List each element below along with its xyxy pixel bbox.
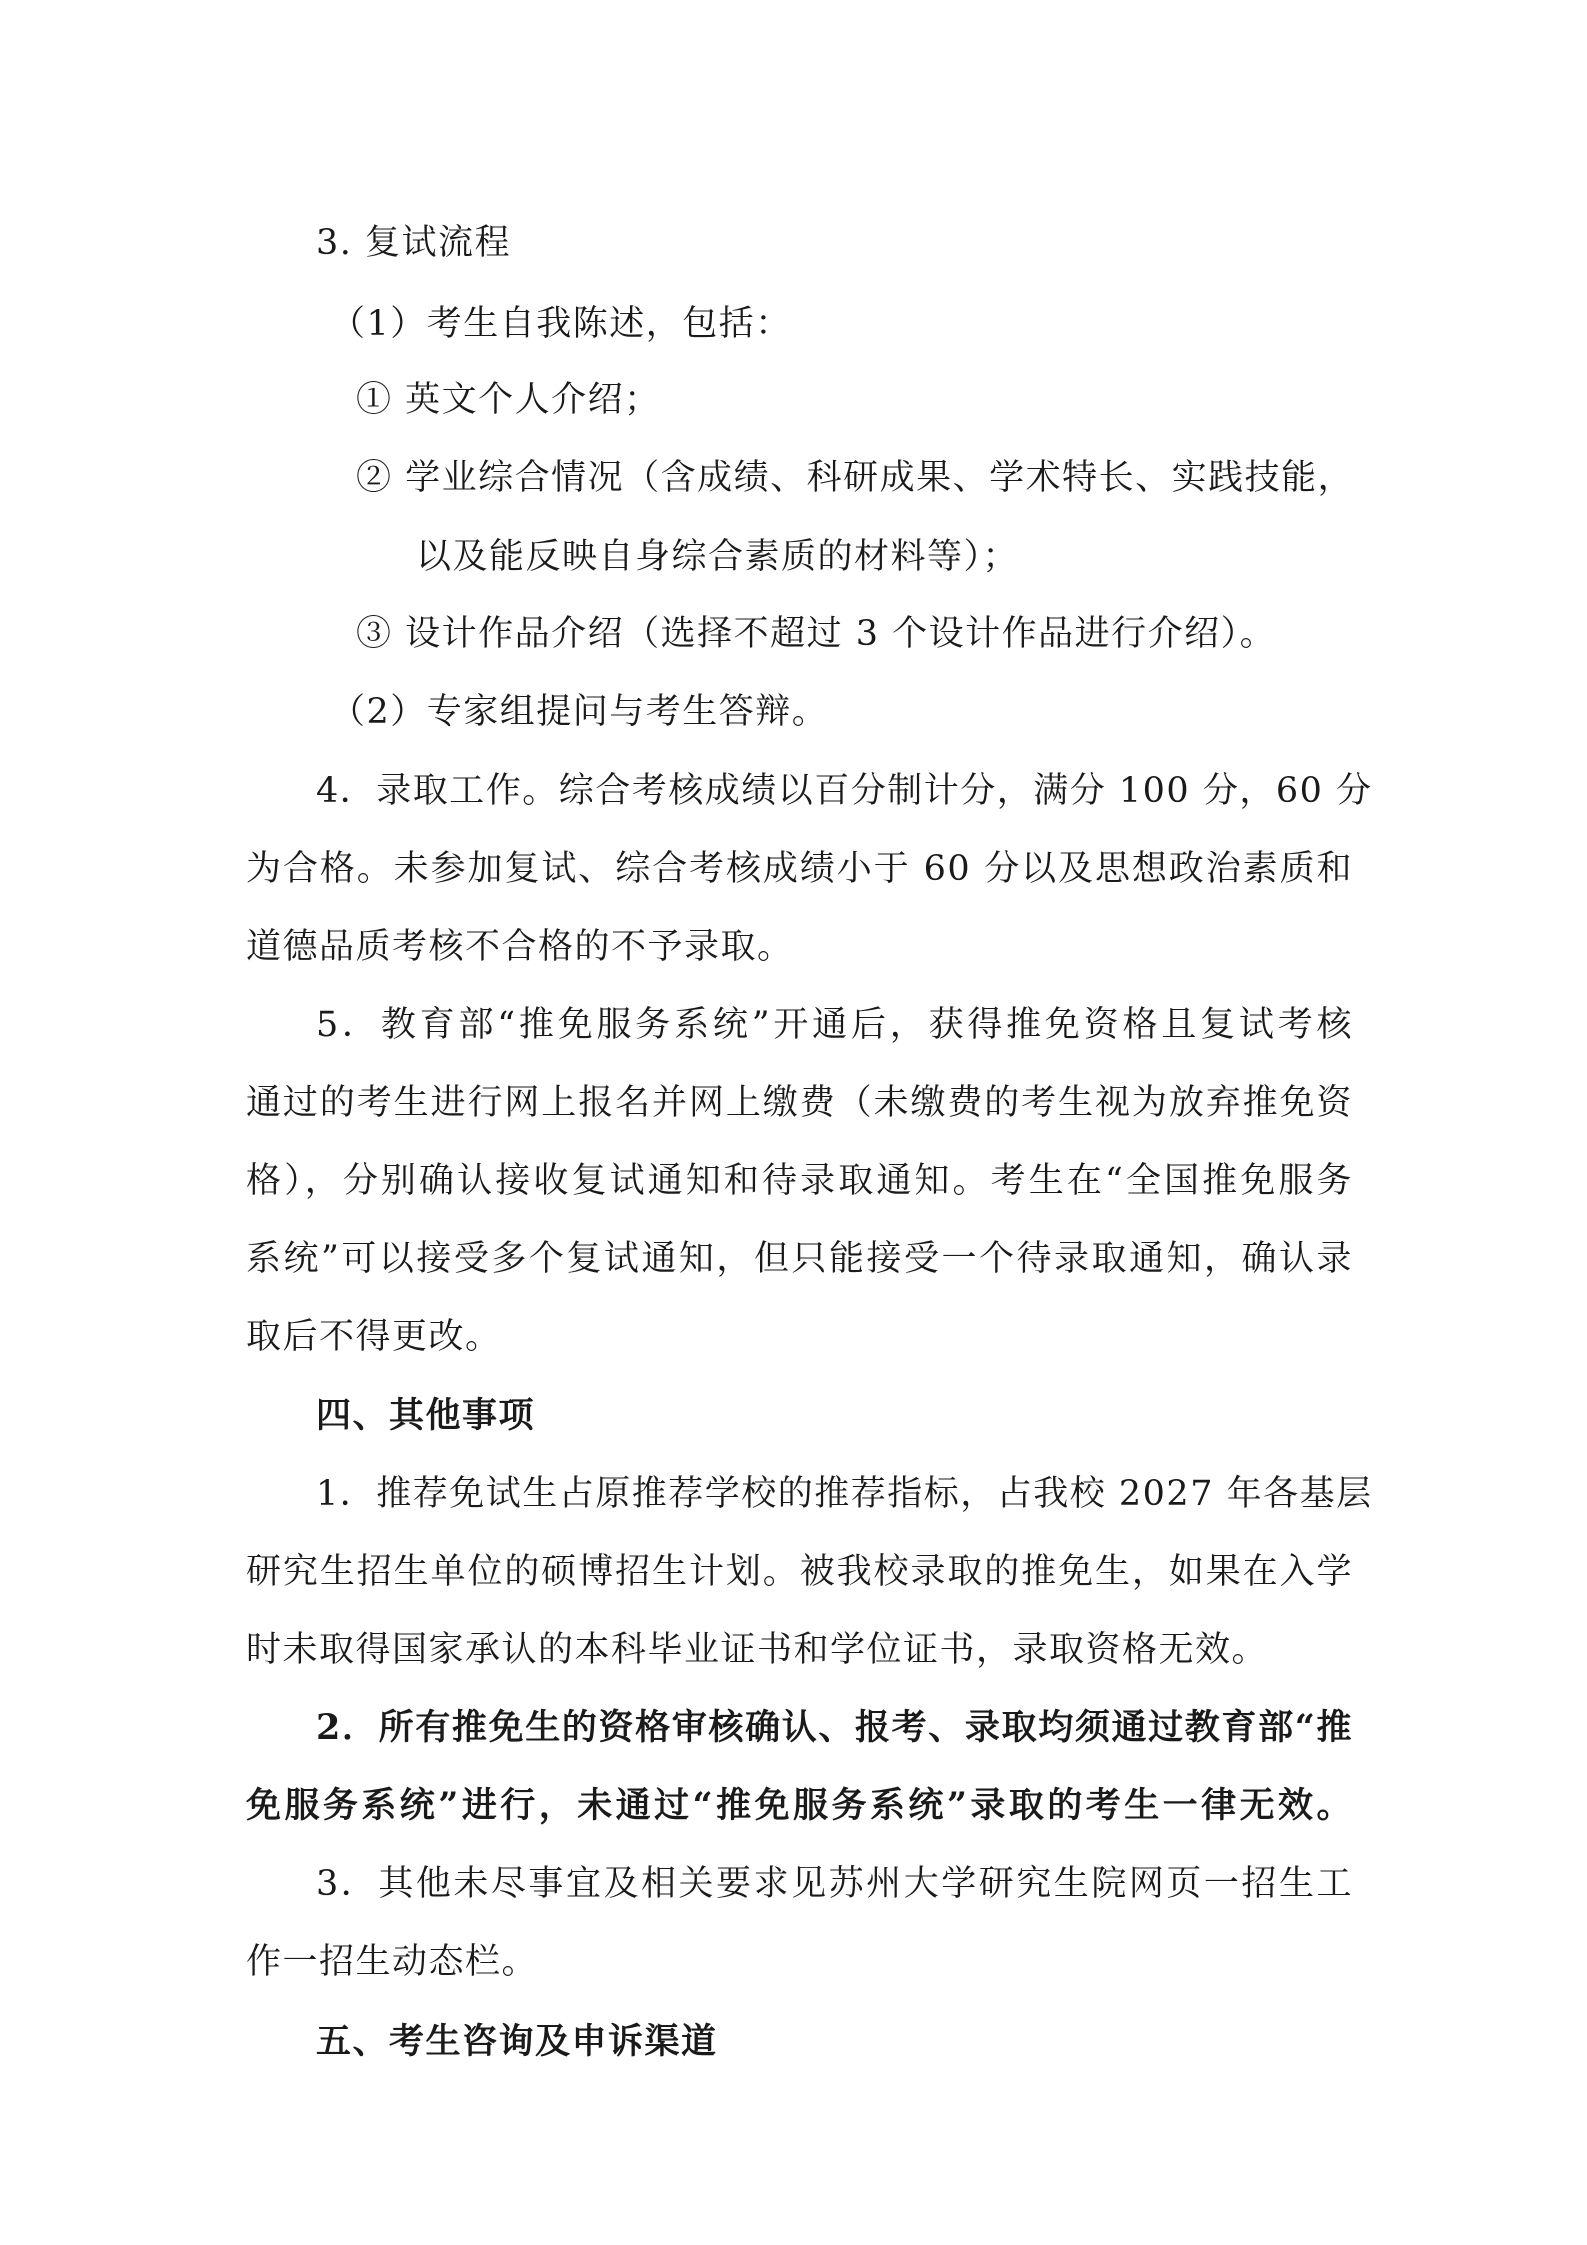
- circled-item-2-line-1: ② 学业综合情况（含成绩、科研成果、学术特长、实践技能，: [356, 458, 1355, 498]
- item-5-line-4: 系统”可以接受多个复试通知，但只能接受一个待录取通知，确认录: [246, 1239, 1353, 1279]
- section-4-heading: 四、其他事项: [316, 1395, 536, 1436]
- section-5-heading: 五、考生咨询及申诉渠道: [316, 2021, 718, 2062]
- item-5-line-5: 取后不得更改。: [246, 1317, 502, 1357]
- section-4-item-2-line-2: 免服务系统”进行，未通过“推免服务系统”录取的考生一律无效。: [246, 1785, 1353, 1826]
- item-5-line-3: 格），分别确认接收复试通知和待录取通知。考生在“全国推免服务: [246, 1161, 1353, 1201]
- circled-item-3: ③ 设计作品介绍（选择不超过 3 个设计作品进行介绍）。: [356, 614, 1277, 654]
- item-5-line-2: 通过的考生进行网上报名并网上缴费（未缴费的考生视为放弃推免资: [246, 1083, 1353, 1123]
- section-4-item-3-line-2: 作一招生动态栏。: [246, 1942, 539, 1982]
- item-4-line-3: 道德品质考核不合格的不予录取。: [246, 927, 794, 967]
- item-3-heading: 3. 复试流程: [316, 223, 512, 263]
- item-5-line-1: 5．教育部“推免服务系统”开通后，获得推免资格且复试考核: [316, 1005, 1353, 1045]
- section-4-item-1-line-3: 时未取得国家承认的本科毕业证书和学位证书，录取资格无效。: [246, 1630, 1269, 1670]
- item-4-line-2: 为合格。未参加复试、综合考核成绩小于 60 分以及思想政治素质和: [246, 849, 1353, 889]
- section-4-item-2-line-1: 2．所有推免生的资格审核确认、报考、录取均须通过教育部“推: [316, 1707, 1353, 1748]
- circled-item-1: ① 英文个人介绍；: [356, 380, 661, 420]
- circled-item-2-line-2: 以及能反映自身综合素质的材料等）；: [416, 537, 1020, 577]
- sub-item-2: （2）专家组提问与考生答辩。: [330, 692, 829, 732]
- sub-item-1-heading: （1）考生自我陈述，包括：: [330, 304, 792, 344]
- item-4-line-1: 4．录取工作。综合考核成绩以百分制计分，满分 100 分，60 分: [316, 771, 1373, 811]
- section-4-item-1-line-1: 1．推荐免试生占原推荐学校的推荐指标，占我校 2027 年各基层: [316, 1474, 1373, 1514]
- section-4-item-3-line-1: 3．其他未尽事宜及相关要求见苏州大学研究生院网页一招生工: [316, 1864, 1353, 1904]
- section-4-item-1-line-2: 研究生招生单位的硕博招生计划。被我校录取的推免生，如果在入学: [246, 1552, 1353, 1592]
